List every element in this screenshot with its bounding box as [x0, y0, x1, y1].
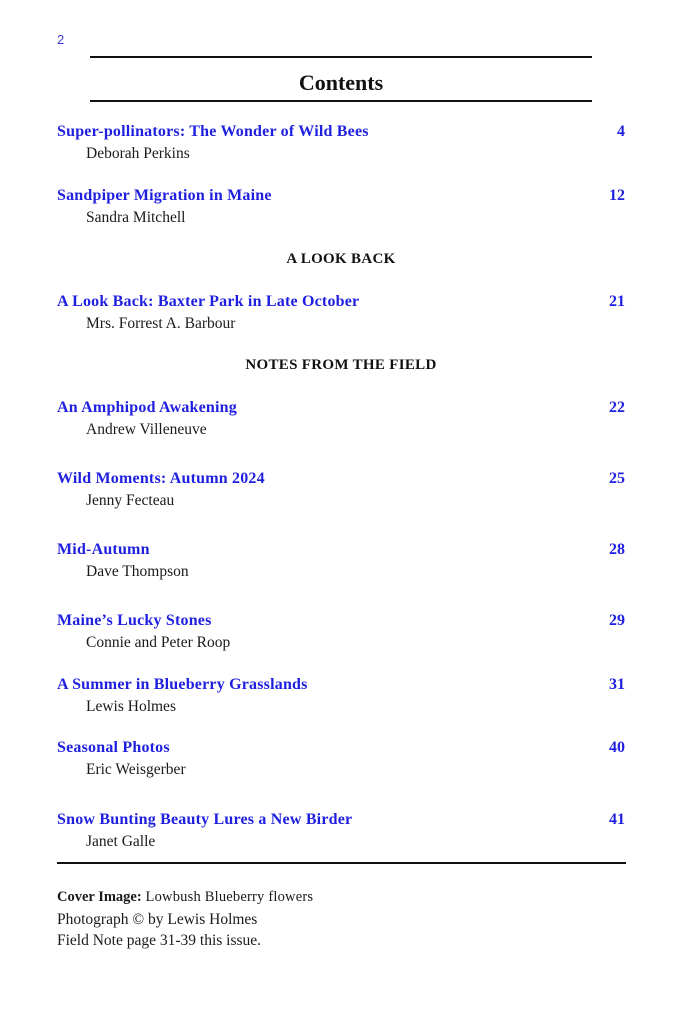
toc-entry[interactable] — [57, 676, 625, 716]
toc-entry-page: 25 — [609, 470, 625, 487]
toc-entry-page: 22 — [609, 399, 625, 416]
toc-entry[interactable] — [57, 811, 625, 851]
page-number: 2 — [57, 32, 65, 47]
toc-entry-title[interactable]: Sandpiper Migration in Maine — [57, 187, 272, 204]
toc-entry-title[interactable]: Snow Bunting Beauty Lures a New Birder — [57, 811, 353, 828]
toc-entry-page: 12 — [609, 187, 625, 204]
toc-entry-author: Sandra Mitchell — [86, 209, 186, 226]
cover-image-line — [57, 886, 313, 909]
toc-entry[interactable] — [57, 612, 625, 652]
page-title: Contents — [298, 70, 384, 95]
toc-entry-title[interactable]: Super-pollinators: The Wonder of Wild Bees — [57, 123, 369, 140]
toc-entry-author: Dave Thompson — [86, 563, 189, 580]
top-rule — [90, 56, 592, 58]
toc-entry[interactable] — [57, 739, 625, 779]
toc-entry-page: 41 — [609, 811, 625, 828]
cover-image-label: Cover Image: — [57, 889, 142, 905]
toc-entry-title[interactable]: A Summer in Blueberry Grasslands — [57, 676, 308, 693]
toc-entry-author: Eric Weisgerber — [86, 761, 186, 778]
field-note-reference: Field Note page 31-39 this issue. — [57, 932, 262, 949]
toc-entry-title[interactable]: A Look Back: Baxter Park in Late October — [57, 293, 360, 310]
toc-entry-title[interactable]: Mid-Autumn — [57, 541, 150, 558]
toc-entry-page: 31 — [609, 676, 625, 693]
toc-entry-title[interactable]: Seasonal Photos — [57, 739, 170, 756]
section-heading-notes: NOTES FROM THE FIELD — [245, 357, 437, 373]
toc-entry-author: Lewis Holmes — [86, 698, 176, 715]
toc-entry-page: 40 — [609, 739, 625, 756]
toc-entry-author: Mrs. Forrest A. Barbour — [86, 315, 236, 332]
toc-entry[interactable] — [57, 541, 625, 581]
toc-entry-author: Janet Galle — [86, 833, 156, 850]
toc-entry-title[interactable]: Maine’s Lucky Stones — [57, 612, 212, 629]
toc-entry[interactable] — [57, 399, 625, 439]
toc-entry-page: 28 — [609, 541, 625, 558]
toc-entry-author: Deborah Perkins — [86, 145, 190, 162]
toc-entry[interactable] — [57, 187, 625, 227]
photo-credit: Photograph © by Lewis Holmes — [57, 910, 258, 928]
cover-image-value: Lowbush Blueberry flowers — [141, 889, 314, 905]
cover-caption — [57, 886, 313, 952]
toc-entry-title[interactable]: An Amphipod Awakening — [57, 399, 237, 416]
toc-entry-page: 4 — [617, 123, 625, 140]
toc-entry[interactable] — [57, 293, 625, 333]
footer-rule — [57, 862, 626, 864]
toc-entry[interactable] — [57, 470, 625, 510]
section-heading-look-back: A LOOK BACK — [286, 251, 396, 267]
toc-entry-author: Andrew Villeneuve — [86, 421, 207, 438]
toc-entry-author: Jenny Fecteau — [86, 492, 175, 509]
title-underline — [90, 100, 592, 102]
toc-entry[interactable] — [57, 123, 625, 163]
toc-entry-title[interactable]: Wild Moments: Autumn 2024 — [57, 470, 265, 487]
toc-entry-page: 21 — [609, 293, 625, 310]
toc-entry-author: Connie and Peter Roop — [86, 634, 231, 651]
toc-entry-page: 29 — [609, 612, 625, 629]
